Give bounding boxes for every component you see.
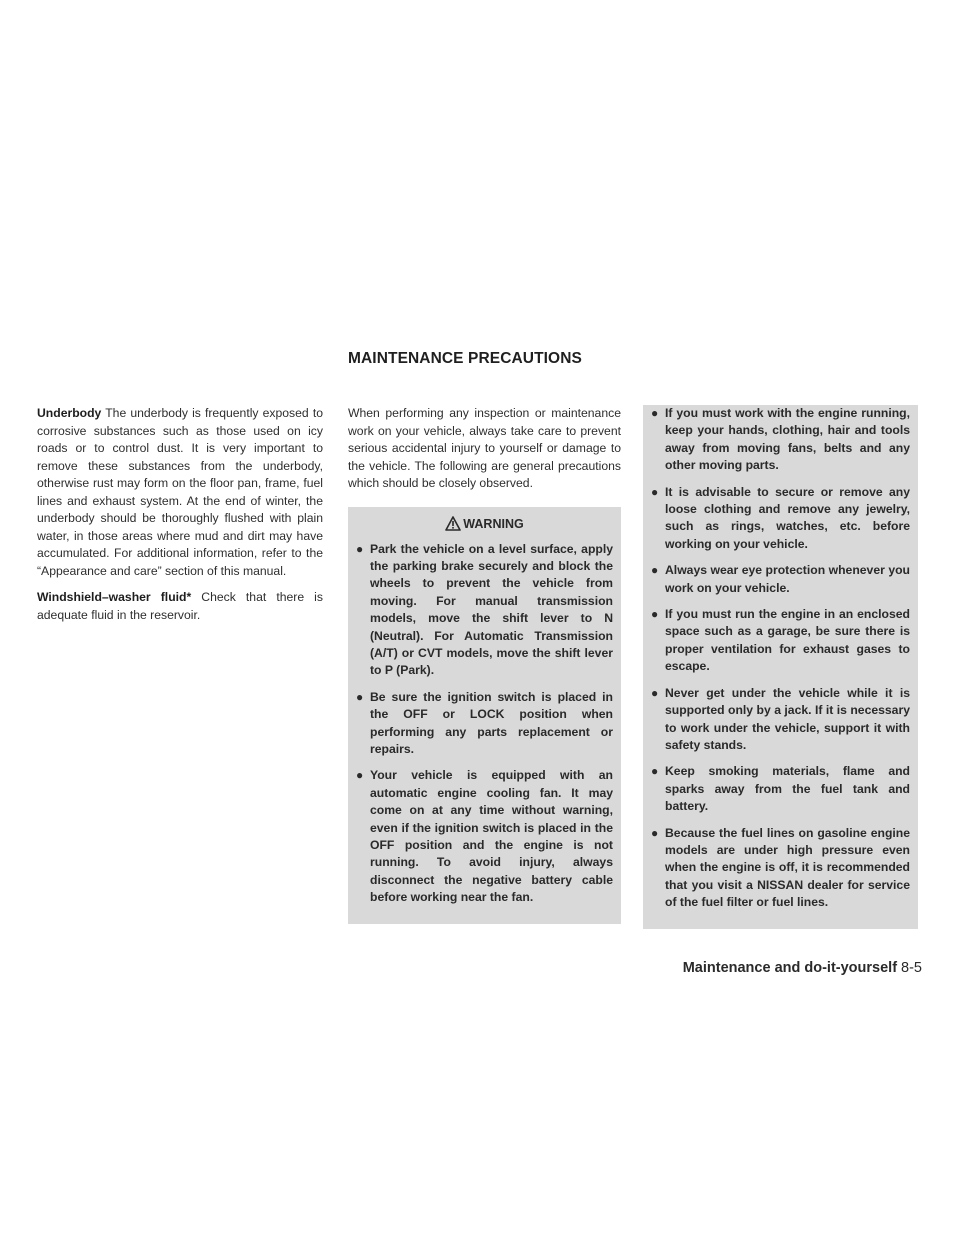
- washer-fluid-paragraph: [37, 589, 323, 624]
- washer-fluid-label: Windshield–washer fluid*: [37, 590, 192, 604]
- intro-paragraph: When performing any inspection or maintenance work on your vehicle, always take care to prevent serious accidental injury to yourself or damage to the vehicle. The following are general precautions which should be closely observed.: [348, 406, 621, 490]
- column-left: [37, 405, 323, 633]
- bullet-icon: ●: [651, 607, 659, 622]
- warning-item: [651, 405, 910, 475]
- warning-item-text: If you must work with the engine running, keep your hands, clothing, hair and tools away from moving fans, belts and any other moving parts.: [665, 406, 910, 473]
- warning-item: [356, 689, 613, 759]
- warning-item-text: Be sure the ignition switch is placed in the OFF or LOCK position when performing any parts replacement or repairs.: [370, 689, 613, 756]
- underbody-text: The underbody is frequently exposed to corrosive substances such as those used on icy roads or to control dust. It is very important to remove these substances from the underbody, otherwise rust may form on the floor pan, frame, fuel lines and exhaust system. At the end of winter, the underbody should be thoroughly flushed with plain water, in those areas where mud and dirt may have accumulated. For additional information, refer to the “Appearance and care” section of this manual.: [37, 406, 323, 578]
- warning-item-text: Your vehicle is equipped with an automatic engine cooling fan. It may come on at any time without warning, even if the ignition switch is placed in the OFF position and the engine is not running. To avoid injury, always disconnect the negative battery cable before working near the fan.: [370, 768, 613, 905]
- warning-list: [356, 541, 613, 907]
- warning-item-text: Always wear eye protection whenever you work on your vehicle.: [665, 563, 910, 595]
- underbody-label: Underbody: [37, 406, 102, 420]
- bullet-icon: ●: [651, 685, 659, 700]
- underbody-paragraph: [37, 405, 323, 580]
- warning-title: WARNING: [463, 516, 524, 531]
- bullet-icon: ●: [651, 764, 659, 779]
- warning-box: [348, 507, 621, 924]
- bullet-icon: ●: [651, 825, 659, 840]
- warning-triangle-icon: [445, 516, 461, 531]
- warning-item-text: Never get under the vehicle while it is supported only by a jack. If it is necessary to work under the vehicle, support it with safety stands.: [665, 685, 910, 752]
- warning-list-continued: [651, 405, 910, 912]
- warning-item: [356, 541, 613, 680]
- page-footer: [683, 960, 922, 976]
- section-title: MAINTENANCE PRECAUTIONS: [348, 350, 582, 367]
- washer-fluid-text: Check that there is adequate fluid in the reservoir.: [37, 590, 323, 622]
- warning-heading: [356, 513, 613, 535]
- warning-item: [651, 763, 910, 815]
- warning-item-text: Park the vehicle on a level surface, apply the parking brake securely and block the wheels to prevent the vehicle from moving. For manual transmission models, move the shift lever to N (Neutral). For Automatic Transmission (A/T) or CVT models, move the shift lever to P (Park).: [370, 541, 613, 678]
- warning-item-text: Because the fuel lines on gasoline engine models are under high pressure even when the engine is off, it is recommended that you visit a NISSAN dealer for service of the fuel filter or fuel lines.: [665, 825, 910, 910]
- column-middle: [348, 405, 621, 924]
- bullet-icon: ●: [356, 768, 364, 783]
- bullet-icon: ●: [651, 484, 659, 499]
- warning-box-continued: [643, 405, 918, 929]
- bullet-icon: ●: [651, 406, 659, 420]
- page-number: 8-5: [901, 960, 922, 976]
- bullet-icon: ●: [356, 541, 364, 556]
- warning-item: [356, 767, 613, 906]
- warning-item-text: It is advisable to secure or remove any loose clothing and remove any jewelry, such as rings, watches, etc. before working on your vehicle.: [665, 484, 910, 551]
- warning-item: [651, 825, 910, 912]
- warning-item: [651, 606, 910, 676]
- bullet-icon: ●: [356, 689, 364, 704]
- chapter-title: Maintenance and do-it-yourself: [682, 960, 898, 976]
- warning-item-text: Keep smoking materials, flame and sparks away from the fuel tank and battery.: [665, 764, 910, 814]
- bullet-icon: ●: [651, 563, 659, 578]
- warning-item: [651, 484, 910, 554]
- warning-item-text: If you must run the engine in an enclosed space such as a garage, be sure there is proper ventilation for exhaust gases to escape.: [665, 607, 910, 674]
- warning-item: [651, 685, 910, 755]
- warning-item: [651, 562, 910, 597]
